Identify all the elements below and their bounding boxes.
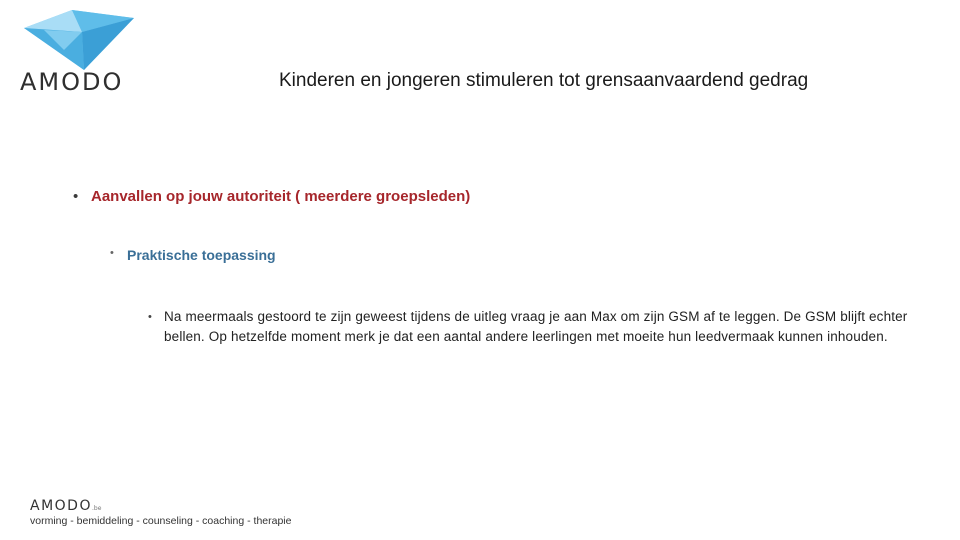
bullet-level-3-text: Na meermaals gestoord te zijn geweest tijdens de uitleg vraag je aan Max om zijn GSM af te leggen. De GSM blijft echter bellen. Op hetzelfde moment merk je dat een aantal andere leerlingen met moeite hun leedvermaak kunnen inhouden. (164, 309, 908, 344)
bullet-level-2 (110, 247, 276, 263)
bullet-level-3 (148, 307, 908, 347)
bullet-marker: • (110, 247, 114, 259)
footer-logo-text: AMODO (30, 498, 92, 514)
footer-logo-word (30, 498, 291, 514)
footer-logo (30, 498, 291, 527)
bullet-marker: • (148, 311, 152, 323)
bullet-marker: • (73, 188, 79, 205)
amodo-logo-mark-icon (24, 10, 134, 72)
amodo-logo (18, 10, 138, 96)
bullet-level-1 (73, 188, 470, 205)
slide-title: Kinderen en jongeren stimuleren tot grensaanvaardend gedrag (279, 70, 809, 91)
bullet-level-2-text: Praktische toepassing (127, 247, 276, 263)
footer-tagline: vorming - bemiddeling - counseling - coaching - therapie (30, 515, 292, 527)
amodo-logo-text: AMODO (20, 68, 124, 96)
footer-logo-suffix: .be (91, 505, 102, 512)
bullet-level-1-text: Aanvallen op jouw autoriteit ( meerdere groepsleden) (91, 188, 471, 205)
